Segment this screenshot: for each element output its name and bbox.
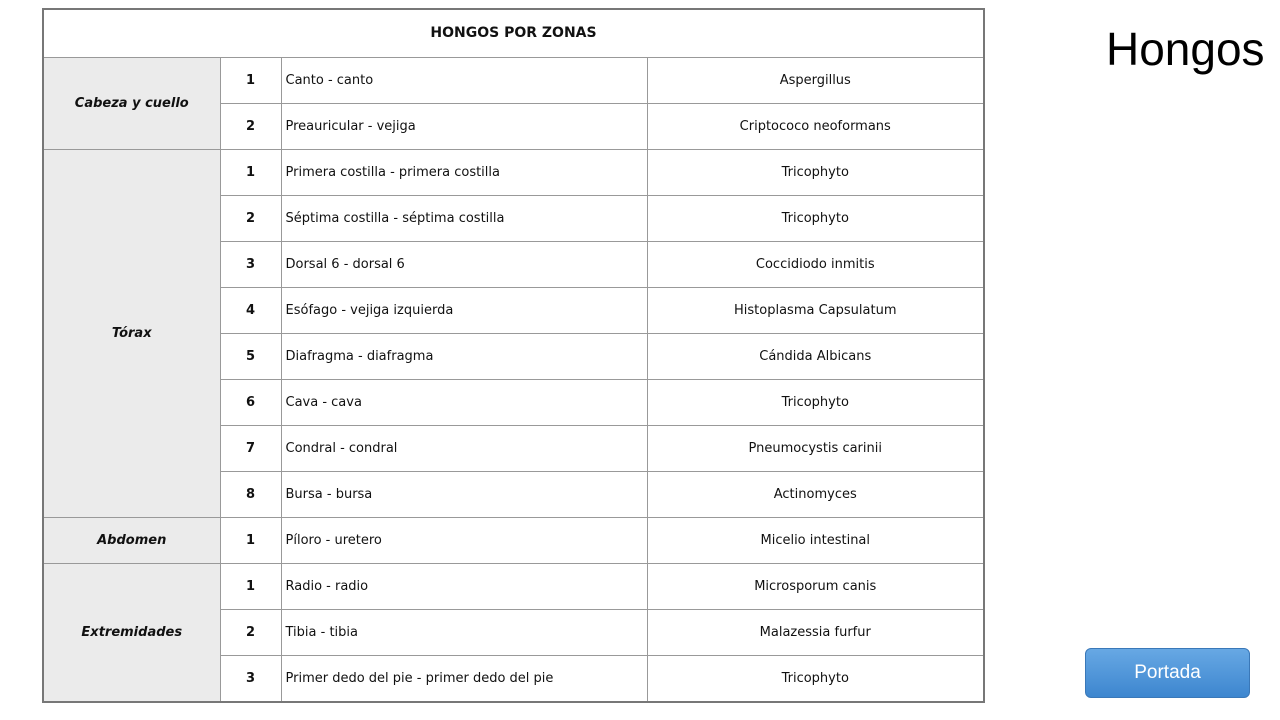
fungus-name: Cándida Albicans [647, 333, 984, 379]
row-number: 3 [220, 656, 281, 702]
fungus-name: Tricophyto [647, 656, 984, 702]
row-number: 1 [220, 57, 281, 103]
table-row [43, 564, 984, 610]
portada-button[interactable]: Portada [1085, 648, 1250, 698]
row-number: 4 [220, 287, 281, 333]
fungus-name: Tricophyto [647, 149, 984, 195]
point-pair: Radio - radio [281, 564, 647, 610]
row-number: 3 [220, 241, 281, 287]
row-number: 5 [220, 333, 281, 379]
fungi-zones-table [42, 8, 985, 703]
point-pair: Esófago - vejiga izquierda [281, 287, 647, 333]
zone-label: Cabeza y cuello [43, 57, 220, 149]
point-pair: Canto - canto [281, 57, 647, 103]
row-number: 2 [220, 103, 281, 149]
fungus-name: Microsporum canis [647, 564, 984, 610]
row-number: 2 [220, 195, 281, 241]
row-number: 1 [220, 518, 281, 564]
table-row [43, 149, 984, 195]
table-header: HONGOS POR ZONAS [43, 9, 984, 57]
point-pair: Dorsal 6 - dorsal 6 [281, 241, 647, 287]
fungus-name: Tricophyto [647, 195, 984, 241]
zone-label: Abdomen [43, 518, 220, 564]
point-pair: Cava - cava [281, 380, 647, 426]
row-number: 8 [220, 472, 281, 518]
fungus-name: Malazessia furfur [647, 610, 984, 656]
row-number: 6 [220, 380, 281, 426]
point-pair: Séptima costilla - séptima costilla [281, 195, 647, 241]
fungus-name: Coccidiodo inmitis [647, 241, 984, 287]
row-number: 1 [220, 149, 281, 195]
point-pair: Diafragma - diafragma [281, 333, 647, 379]
point-pair: Tibia - tibia [281, 610, 647, 656]
point-pair: Preauricular - vejiga [281, 103, 647, 149]
fungus-name: Criptococo neoformans [647, 103, 984, 149]
table-row [43, 518, 984, 564]
fungus-name: Histoplasma Capsulatum [647, 287, 984, 333]
slide-title: Hongos [1106, 23, 1265, 75]
row-number: 2 [220, 610, 281, 656]
fungus-name: Pneumocystis carinii [647, 426, 984, 472]
row-number: 1 [220, 564, 281, 610]
point-pair: Píloro - uretero [281, 518, 647, 564]
table-row [43, 57, 984, 103]
fungus-name: Micelio intestinal [647, 518, 984, 564]
fungus-name: Actinomyces [647, 472, 984, 518]
zone-label: Extremidades [43, 564, 220, 702]
zone-label: Tórax [43, 149, 220, 518]
row-number: 7 [220, 426, 281, 472]
point-pair: Bursa - bursa [281, 472, 647, 518]
fungus-name: Tricophyto [647, 380, 984, 426]
fungus-name: Aspergillus [647, 57, 984, 103]
point-pair: Primer dedo del pie - primer dedo del pie [281, 656, 647, 702]
point-pair: Condral - condral [281, 426, 647, 472]
point-pair: Primera costilla - primera costilla [281, 149, 647, 195]
